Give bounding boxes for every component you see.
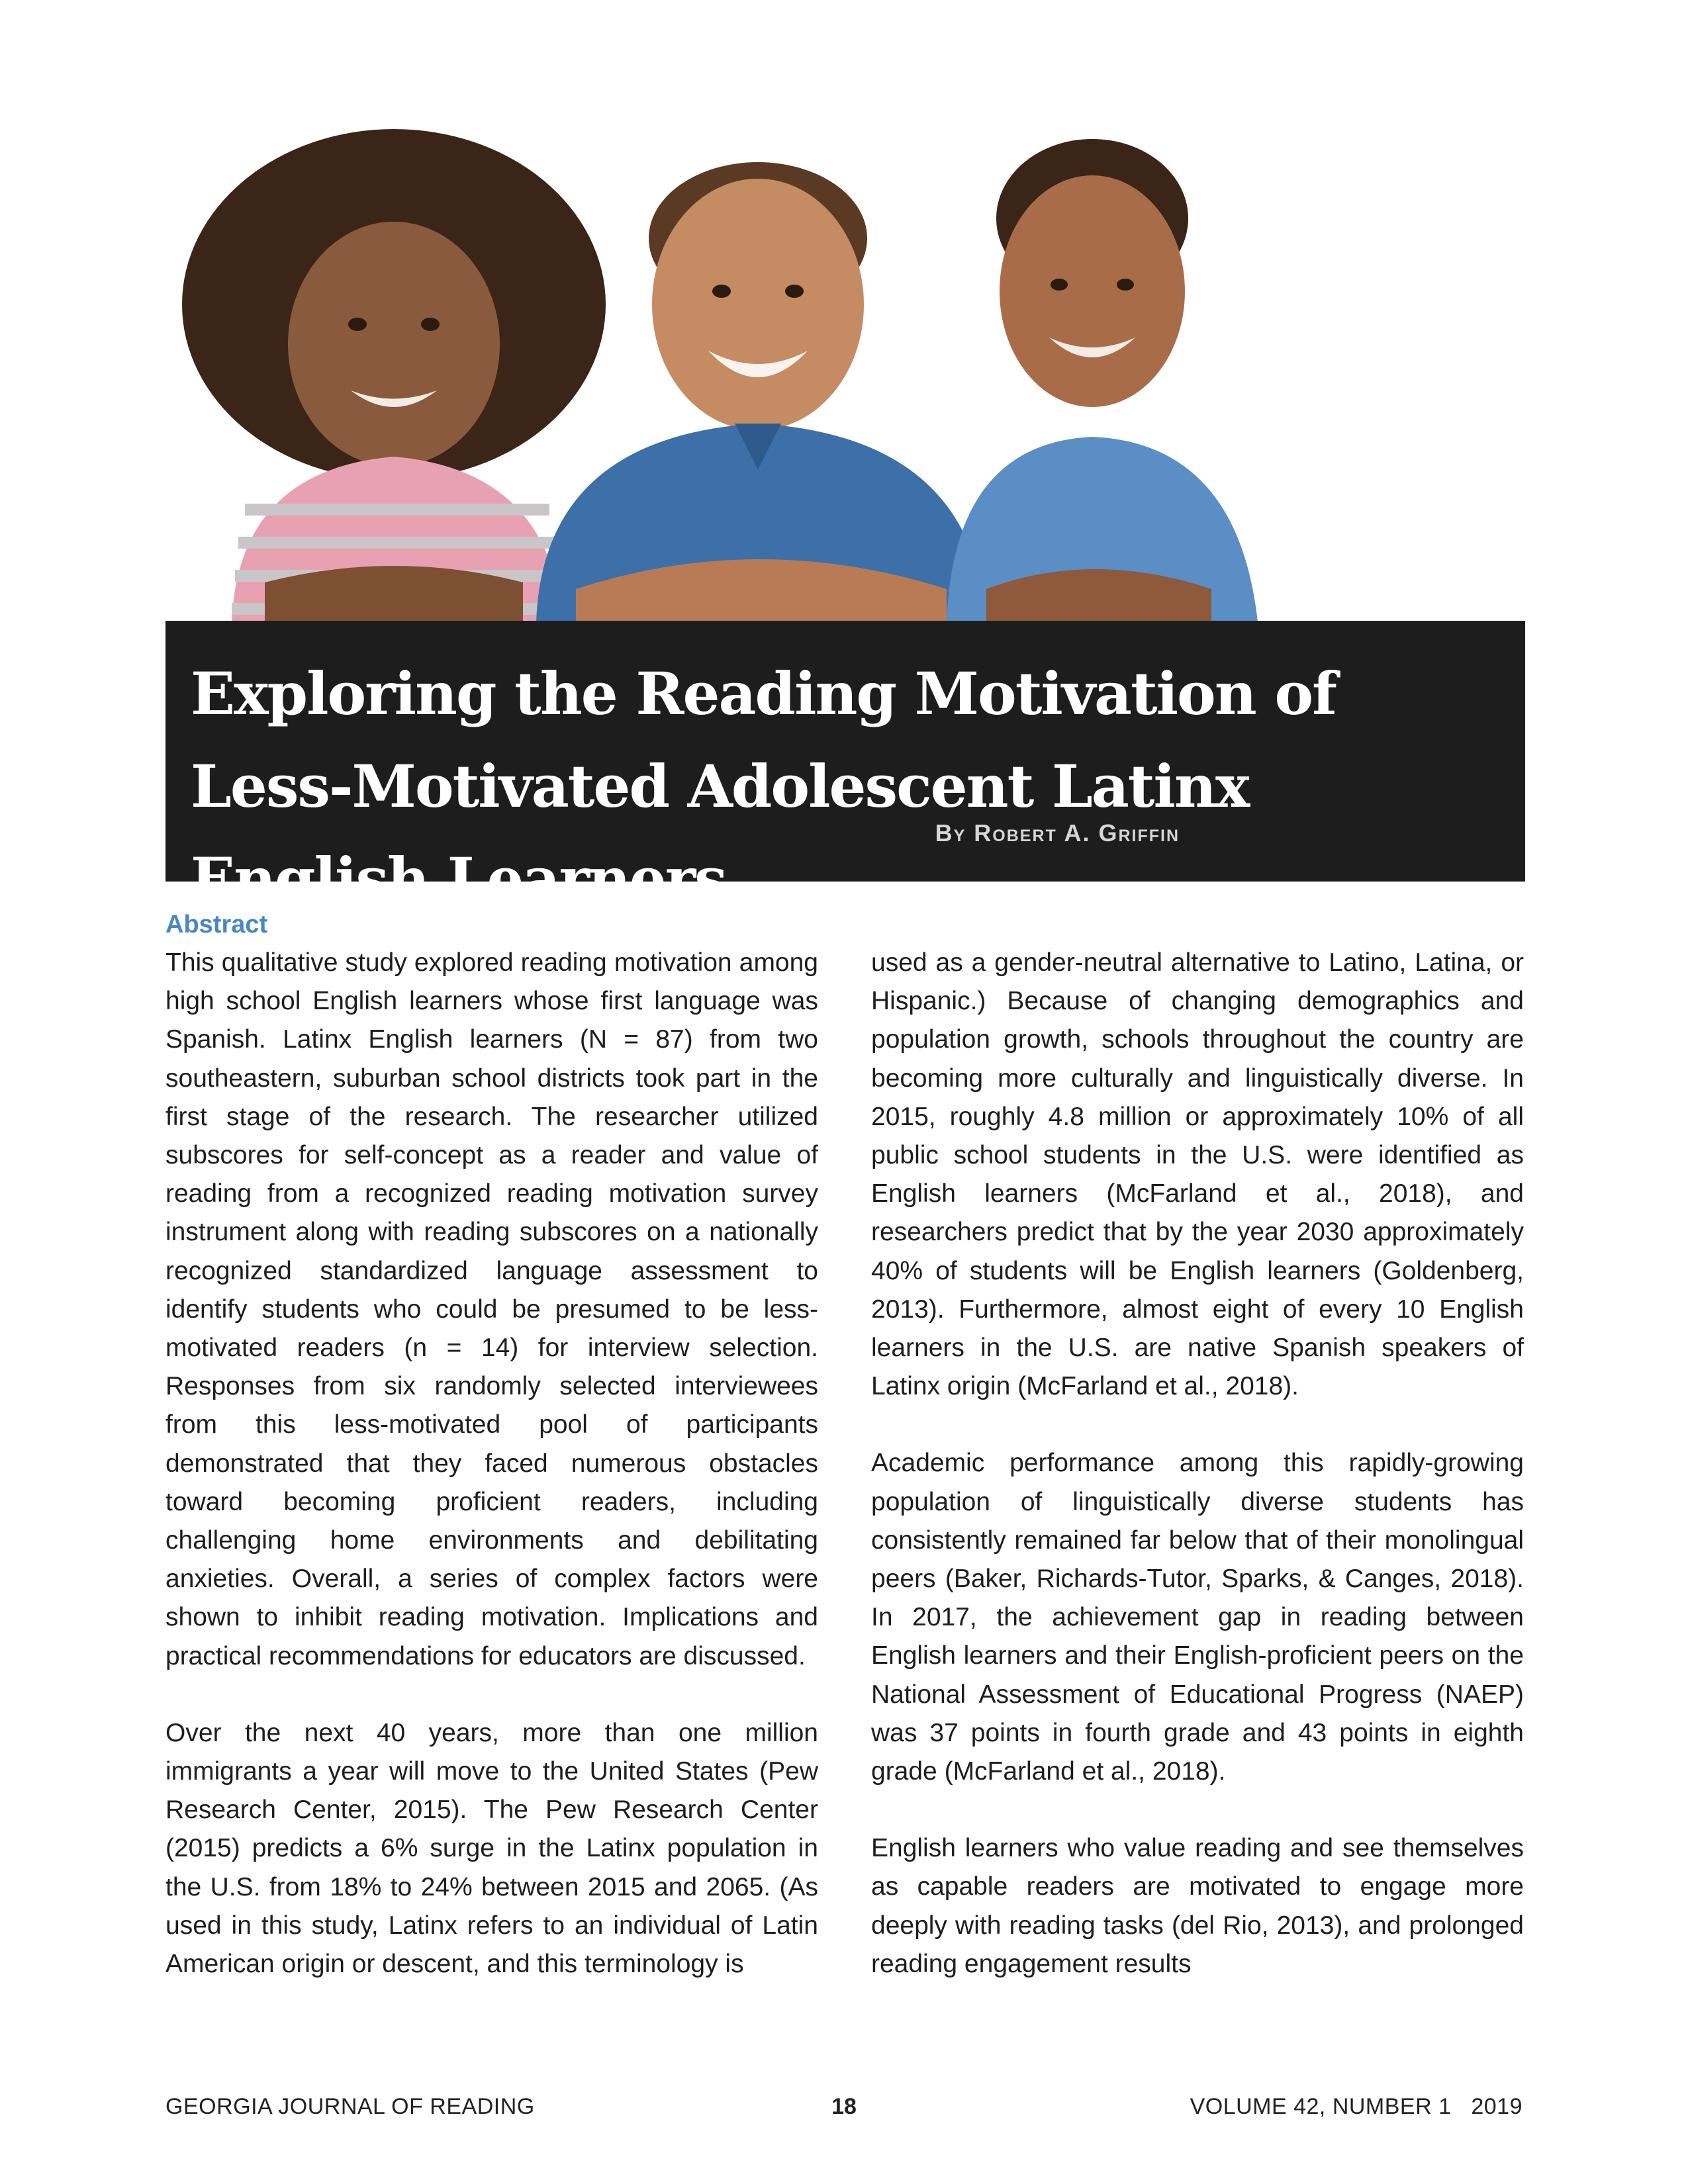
left-column [165, 905, 818, 1983]
body-paragraph-1: Over the next 40 years, more than one million immigrants a year will move to the United States (Pew Research Center, 2015). The Pew Research Center (2015) predicts a 6% surge in the Latinx population in the U.S. from 18% to 24% between 2015 and 2065. (As used in this study, Latinx refers to an individual of Latin American origin or descent, and this terminology is [165, 1718, 818, 1979]
footer-journal-name: GEORGIA JOURNAL OF READING [165, 2094, 535, 2119]
page-footer [165, 2094, 1523, 2127]
footer-page-number: 18 [831, 2094, 857, 2119]
header-photo-three-children [165, 126, 1523, 622]
right-column [871, 944, 1524, 1983]
article-title: Exploring the Reading Motivation of Less-Motivated Adolescent Latinx English Learners [191, 659, 1336, 913]
abstract-text: This qualitative study explored reading motivation among high school English learners whose first language was Spanish. Latinx English learners (N = 87) from two southeastern, suburban school districts took part in the first stage of the research. The researcher utilized subscores for self-concept as a reader and value of reading from a recognized reading motivation survey instrument along with reading subscores on a nationally recognized standardized language assessment to identify students who could be presumed to be less-motivated readers (n = 14) for interview selection. Responses from six randomly selected interviewees from this less-motivated pool of participants demonstrated that they faced numerous obstacles toward becoming proficient readers, including challenging home environments and debilitating anxieties. Overall, a series of complex factors were shown to inhibit reading motivation. Implications and practical recommendations for educators are discussed. [165, 948, 818, 1670]
body-paragraph-1-continued: used as a gender-neutral alternative to Latino, Latina, or Hispanic.) Because of changing demographics and population growth, schools throughout the country are becoming more culturally and linguistically diverse. In 2015, roughly 4.8 million or approximately 10% of all public school students in the U.S. were identified as English learners (McFarland et al., 2018), and researchers predict that by the year 2030 approximately 40% of students will be English learners (Goldenberg, 2013). Furthermore, almost eight of every 10 English learners in the U.S. are native Spanish speakers of Latinx origin (McFarland et al., 2018). [871, 948, 1524, 1401]
body-paragraph-3: English learners who value reading and see themselves as capable readers are motivated to engage more deeply with reading tasks (del Rio, 2013), and prolonged reading engagement results [871, 1834, 1524, 1978]
abstract-heading: Abstract [165, 911, 268, 938]
body-paragraph-2: Academic performance among this rapidly-growing population of linguistically diverse students has consistently remained far below that of their monolingual peers (Baker, Richards-Tutor, Sparks, & Canges, 2018). In 2017, the achievement gap in reading between English learners and their English-proficient peers on the National Assessment of Educational Progress (NAEP) was 37 points in fourth grade and 43 points in eighth grade (McFarland et al., 2018). [871, 1449, 1524, 1786]
title-banner [165, 621, 1525, 913]
author-byline: By Robert A. Griffin [935, 819, 1180, 846]
child-left-figure [182, 129, 606, 622]
footer-volume: VOLUME 42, NUMBER 1 2019 [1190, 2094, 1523, 2119]
